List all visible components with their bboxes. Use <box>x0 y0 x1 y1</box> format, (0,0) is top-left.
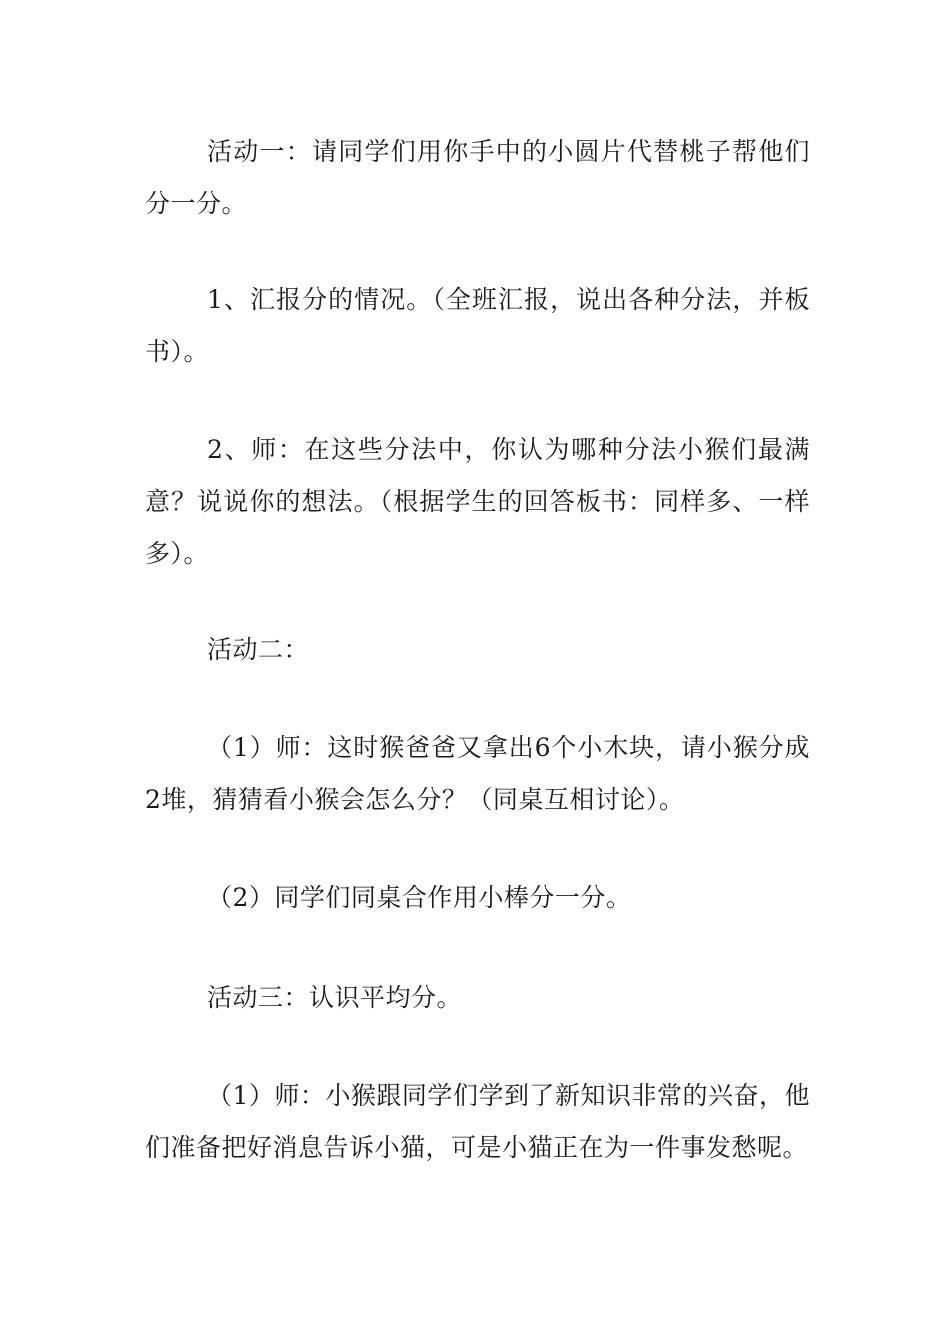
paragraph-stick-division: （2）同学们同桌合作用小棒分一分。 <box>207 883 632 912</box>
paragraph-activity-three: 活动三：认识平均分。 <box>207 983 463 1012</box>
paragraph-activity-one: 活动一：请同学们用你手中的小圆片代替桃子帮他们分一分。 <box>145 137 810 218</box>
paragraph-report-division: 1、汇报分的情况。（全班汇报，说出各种分法，并板书）。 <box>145 285 810 366</box>
paragraph-wooden-blocks: （1）师：这时猴爸爸又拿出6个小木块，请小猴分成2堆，猜猜看小猴会怎么分？（同桌互相讨论）。 <box>145 733 810 814</box>
paragraph-teacher-question: 2、师：在这些分法中，你认为哪种分法小猴们最满意？说说你的想法。（根据学生的回答板书：同样多、一样多）。 <box>145 435 810 568</box>
paragraph-kitten-worry: （1）师：小猴跟同学们学到了新知识非常的兴奋，他们准备把好消息告诉小猫，可是小猫正在为一件事发愁呢。 <box>145 1081 810 1162</box>
paragraph-activity-two: 活动二： <box>207 635 310 664</box>
